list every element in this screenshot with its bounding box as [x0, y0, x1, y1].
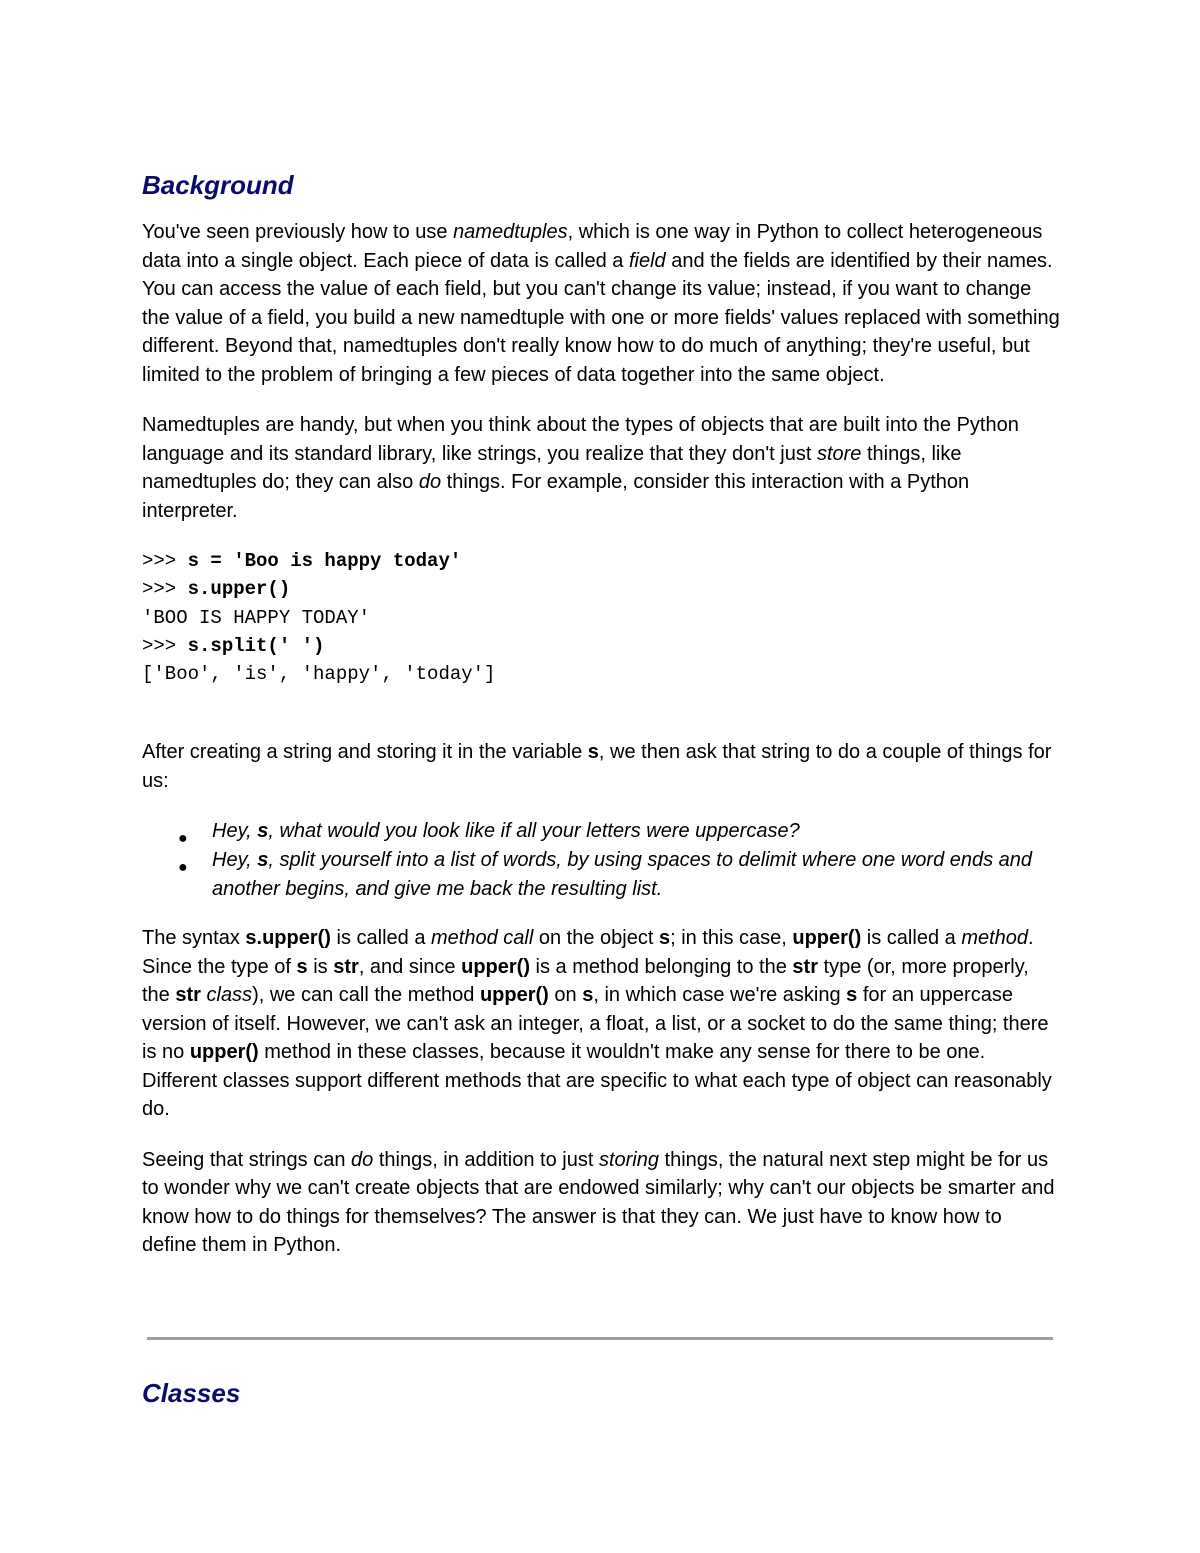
section-divider — [147, 1337, 1053, 1340]
document-page — [142, 160, 1060, 1260]
code-line: >>> s.split(' ') — [142, 634, 325, 657]
interpreter-code-block — [142, 547, 1060, 688]
background-heading: Background — [142, 170, 294, 200]
namedtuples-paragraph: Namedtuples are handy, but when you think about the types of objects that are built into the Python language and its standard library, like strings, you realize that they don't just store things, like namedtuples do; they can also do things. For example, consider this interaction with a Python interpreter. — [142, 414, 1019, 522]
bullet-icon: ● — [178, 830, 188, 848]
list-item: ● Hey, s, what would you look like if all your letters were uppercase? — [142, 817, 1060, 846]
classes-heading: Classes — [142, 1378, 241, 1408]
request-list — [142, 817, 1060, 904]
code-output-line: ['Boo', 'is', 'happy', 'today'] — [142, 663, 496, 686]
after-creating-paragraph: After creating a string and storing it in the variable s, we then ask that string to do a couple of things for us: — [142, 741, 1052, 792]
bullet-icon: ● — [178, 859, 188, 877]
code-line: >>> s.upper() — [142, 578, 291, 601]
list-item: ● Hey, s, split yourself into a list of words, by using spaces to delimit where one word ends and another begins, and give me back the resulting list. — [178, 849, 1033, 901]
code-line: >>> s = 'Boo is happy today' — [142, 550, 462, 572]
intro-paragraph: You've seen previously how to use namedtuples, which is one way in Python to collect heterogeneous data into a single object. Each piece of data is called a field and the fields are identified by their names. You can access the value of each field, but you can't change its value; instead, if you want to change the value of a field, you build a new namedtuple with one or more fields' values replaced with something different. Beyond that, namedtuples don't really know how to do much of anything; they're useful, but limited to the problem of bringing a few pieces of data together into the same object. — [142, 221, 1060, 386]
code-output-line: 'BOO IS HAPPY TODAY' — [142, 606, 371, 629]
method-call-paragraph: The syntax s.upper() is called a method call on the object s; in this case, upper() is called a method. Since the type of s is str, and since upper() is a method belonging to the str type (or, more properly, the str class), we can call the method upper() on s, in which case we're asking s for an uppercase version of itself. However, we can't ask an integer, a float, a list, or a socket to do the same thing; there is no upper() method in these classes, because it wouldn't make any sense for there to be one. Different classes support different methods that are specific to what each type of object can reasonably do. — [142, 927, 1052, 1121]
conclusion-paragraph: Seeing that strings can do things, in addition to just storing things, the natural next step might be for us to wonder why we can't create objects that are endowed similarly; why can't our objects be smarter and know how to do things for themselves? The answer is that they can. We just have to know how to define them in Python. — [142, 1148, 1055, 1257]
